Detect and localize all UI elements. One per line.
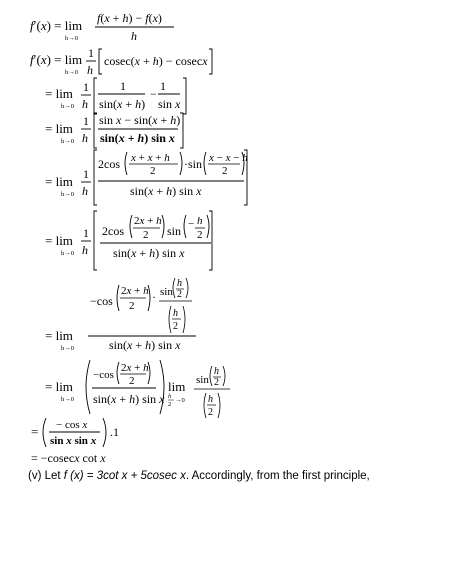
- svg-text:h: h: [131, 29, 137, 43]
- derivation-line-10: [31, 451, 106, 465]
- svg-text:sin(x + h) sin x: sin(x + h) sin x: [113, 246, 185, 260]
- svg-text:2x + h: 2x + h: [121, 362, 149, 374]
- svg-text:−: −: [150, 87, 157, 101]
- svg-text:f′(x) = lim: f′(x) = lim: [30, 52, 83, 67]
- svg-text:f′(x) = lim: f′(x) = lim: [30, 18, 83, 33]
- svg-text:h: h: [177, 278, 182, 289]
- svg-text:h→0: h→0: [61, 103, 74, 110]
- svg-text:2x + h: 2x + h: [134, 215, 162, 227]
- svg-text:h→0: h→0: [61, 396, 74, 403]
- caption-prefix: (v) Let: [28, 470, 64, 482]
- svg-text:·: ·: [152, 290, 156, 304]
- svg-text:−: −: [188, 218, 195, 230]
- caption-suffix: . Accordingly, from the first principle,: [185, 470, 370, 482]
- svg-text:h: h: [82, 97, 88, 111]
- caption-function: f (x) = 3cot x + 5cosec x: [63, 470, 186, 482]
- svg-text:= lim: = lim: [45, 174, 73, 189]
- svg-text:= lim: = lim: [45, 379, 73, 394]
- derivation-line-3: [45, 78, 186, 114]
- svg-text:h: h: [173, 308, 178, 319]
- svg-text:sin(x + h): sin(x + h): [99, 97, 146, 111]
- svg-text:2x + h: 2x + h: [121, 285, 149, 297]
- svg-text:2: 2: [177, 289, 182, 300]
- svg-text:→0: →0: [175, 397, 185, 404]
- svg-text:= −cosecx cot x: = −cosecx cot x: [31, 451, 106, 465]
- svg-text:1: 1: [88, 46, 94, 60]
- caption: [28, 470, 370, 482]
- svg-text:2: 2: [173, 321, 178, 332]
- svg-text:sin: sin: [196, 374, 209, 386]
- svg-text:2: 2: [197, 229, 203, 241]
- svg-text:sin: sin: [167, 224, 182, 238]
- svg-text:2: 2: [129, 375, 135, 387]
- svg-text:h: h: [168, 393, 172, 400]
- svg-text:h: h: [82, 131, 88, 145]
- svg-text:f(x + h) − f(x): f(x + h) − f(x): [97, 11, 162, 25]
- svg-text:2: 2: [168, 401, 172, 408]
- svg-text:h→0: h→0: [65, 69, 78, 76]
- svg-text:h: h: [197, 215, 203, 227]
- svg-text:h: h: [82, 243, 88, 257]
- svg-text:h→0: h→0: [61, 138, 74, 145]
- svg-text:x + x + h: x + x + h: [131, 152, 170, 164]
- svg-text:2: 2: [208, 407, 213, 418]
- svg-text:1: 1: [160, 79, 166, 93]
- svg-text:2: 2: [214, 377, 219, 388]
- svg-text:sin x − sin(x + h): sin x − sin(x + h): [99, 113, 181, 127]
- svg-text:1: 1: [83, 80, 89, 94]
- svg-text:sin x: sin x: [158, 97, 181, 111]
- derivation-line-1: [30, 11, 174, 43]
- svg-text:−cos: −cos: [90, 294, 113, 308]
- svg-text:2cos: 2cos: [98, 157, 120, 171]
- svg-text:= lim: = lim: [45, 328, 73, 343]
- svg-text:1: 1: [120, 79, 126, 93]
- svg-text:sin(x + h) sin x: sin(x + h) sin x: [100, 131, 175, 145]
- derivation-line-4: [45, 113, 183, 148]
- svg-text:= lim: = lim: [45, 86, 73, 101]
- derivation-line-5: [45, 150, 248, 205]
- svg-text:h: h: [82, 184, 88, 198]
- svg-text:2: 2: [129, 300, 135, 312]
- svg-text:h→0: h→0: [61, 345, 74, 352]
- svg-text:h→0: h→0: [61, 191, 74, 198]
- derivation-line-8: [45, 360, 230, 418]
- svg-text:1: 1: [83, 167, 89, 181]
- svg-text:2: 2: [143, 229, 149, 241]
- svg-text:h→0: h→0: [61, 250, 74, 257]
- svg-text:sin(x + h) sin x: sin(x + h) sin x: [93, 392, 165, 406]
- svg-text:1: 1: [83, 114, 89, 128]
- derivation-line-6: [45, 211, 212, 270]
- derivation-line-7: [45, 278, 196, 352]
- svg-text:lim: lim: [168, 379, 186, 394]
- svg-text:sin(x + h) sin x: sin(x + h) sin x: [130, 184, 202, 198]
- svg-text:sin: sin: [160, 286, 173, 298]
- svg-text:·sin: ·sin: [184, 157, 202, 171]
- svg-text:2: 2: [150, 165, 156, 177]
- svg-text:− cos x: − cos x: [56, 419, 88, 431]
- derivation-line-9: [31, 418, 119, 447]
- svg-text:cosec(x + h) − cosecx: cosec(x + h) − cosecx: [104, 54, 208, 68]
- derivation-line-2: [30, 46, 212, 77]
- svg-text:1: 1: [83, 226, 89, 240]
- svg-text:sin x sin x: sin x sin x: [50, 435, 97, 447]
- svg-text:h: h: [214, 366, 219, 377]
- svg-text:−cos: −cos: [93, 369, 114, 381]
- svg-text:=: =: [31, 424, 39, 439]
- svg-text:2: 2: [222, 165, 228, 177]
- svg-text:2cos: 2cos: [102, 224, 124, 238]
- svg-text:h→0: h→0: [65, 35, 78, 42]
- svg-text:h: h: [208, 394, 213, 405]
- svg-text:sin(x + h) sin x: sin(x + h) sin x: [109, 338, 181, 352]
- svg-text:.1: .1: [110, 425, 119, 439]
- svg-text:= lim: = lim: [45, 121, 73, 136]
- svg-text:= lim: = lim: [45, 233, 73, 248]
- svg-text:x − x − h: x − x − h: [209, 152, 248, 164]
- svg-text:h: h: [87, 63, 93, 77]
